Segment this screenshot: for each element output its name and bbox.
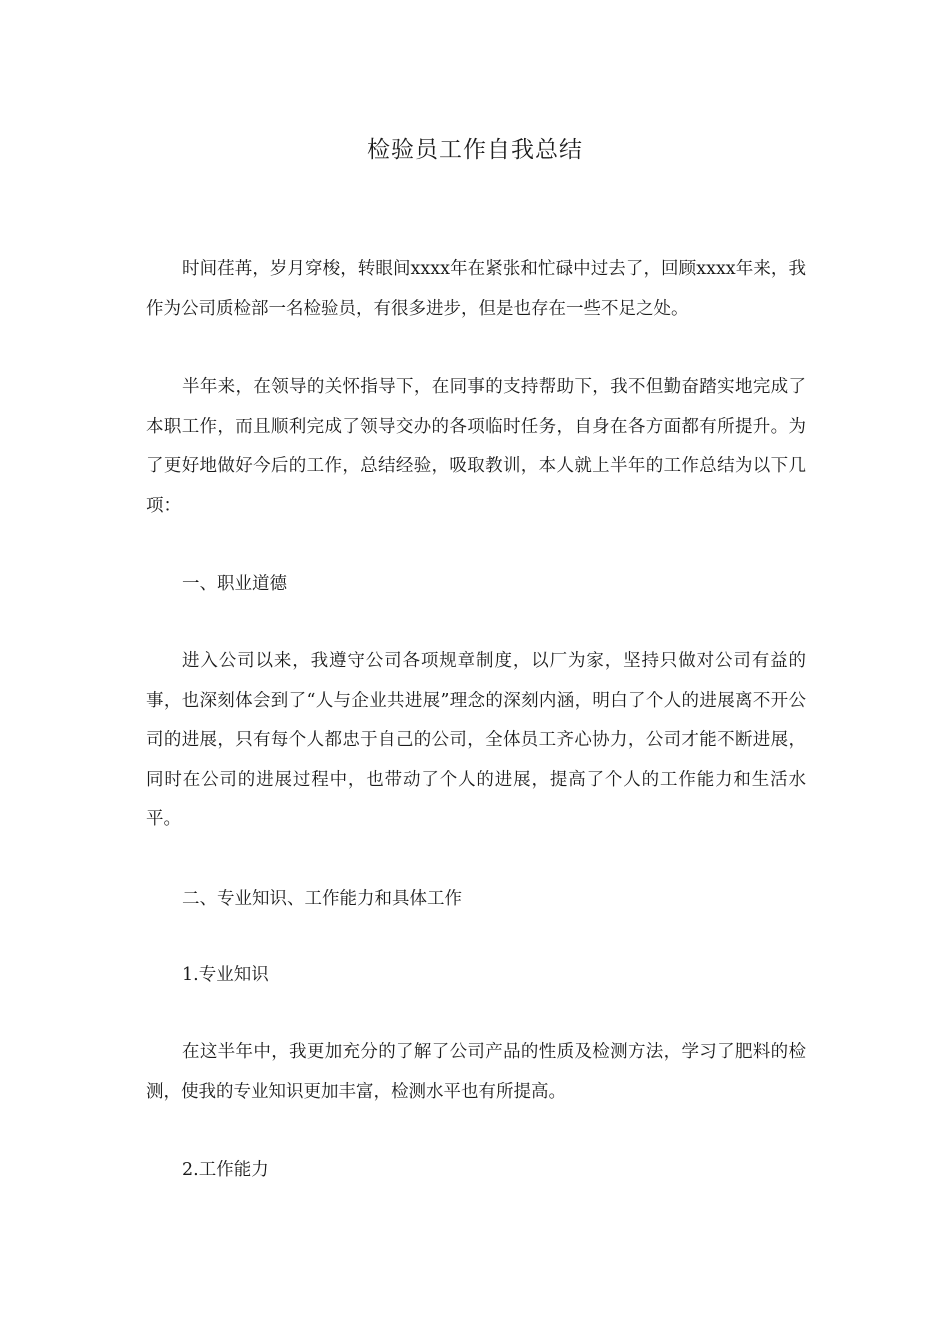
heading-knowledge-ability-work: 二、专业知识、工作能力和具体工作 bbox=[182, 889, 462, 909]
paragraph-professional-knowledge: 在这半年中，我更加充分的了解了公司产品的性质及检测方法，学习了肥料的检测，使我的专业知识更加丰富，检测水平也有所提高。 bbox=[146, 1042, 806, 1102]
heading-professional-knowledge: 1.专业知识 bbox=[182, 965, 269, 985]
heading-work-ability: 2.工作能力 bbox=[182, 1160, 269, 1180]
heading-professional-ethics: 一、职业道德 bbox=[182, 574, 287, 594]
paragraph-professional-ethics: 进入公司以来，我遵守公司各项规章制度，以厂为家，坚持只做对公司有益的事，也深刻体会到了“人与企业共进展”理念的深刻内涵，明白了个人的进展离不开公司的进展，只有每个人都忠于自己的公司，全体员工齐心协力，公司才能不断进展，同时在公司的进展过程中，也带动了个人的进展，提高了个人的工作能力和生活水平。 bbox=[146, 651, 806, 829]
document-title: 检验员工作自我总结 bbox=[367, 137, 583, 163]
paragraph-summary-overview: 半年来，在领导的关怀指导下，在同事的支持帮助下，我不但勤奋踏实地完成了本职工作，而且顺利完成了领导交办的各项临时任务，自身在各方面都有所提升。为了更好地做好今后的工作，总结经验，吸取教训，本人就上半年的工作总结为以下几项： bbox=[146, 377, 806, 516]
paragraph-intro: 时间荏苒，岁月穿梭，转眼间xxxx年在紧张和忙碌中过去了，回顾xxxx年来，我作为公司质检部一名检验员，有很多进步，但是也存在一些不足之处。 bbox=[146, 259, 806, 319]
